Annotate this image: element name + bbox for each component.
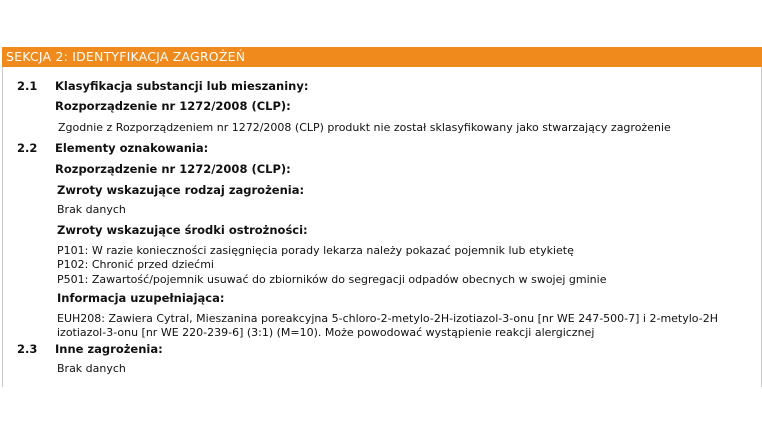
hazard-statements-text: Brak danych xyxy=(57,203,126,216)
precaution-p102: P102: Chronić przed dziećmi xyxy=(57,258,214,271)
other-hazards-text: Brak danych xyxy=(57,362,126,375)
regulation-label-2-1: Rozporządzenie nr 1272/2008 (CLP): xyxy=(55,99,291,113)
section-number-2-1: 2.1 xyxy=(17,79,38,93)
heading-classification: Klasyfikacja substancji lub mieszaniny: xyxy=(55,79,309,93)
heading-label-elements: Elementy oznakowania: xyxy=(55,141,209,155)
precaution-p501: P501: Zawartość/pojemnik usuwać do zbiorników do segregacji odpadów obecnych w swojej gminie xyxy=(57,273,607,286)
section-header: SEKCJA 2: IDENTYFIKACJA ZAGROŻEŃ xyxy=(2,47,762,67)
heading-other-hazards: Inne zagrożenia: xyxy=(55,342,163,356)
euh208-line-1: EUH208: Zawiera Cytral, Mieszanina poreakcyjna 5-chloro-2-metylo-2H-izotiazol-3-onu [nr WE 247-500-7] i 2-metylo-2H xyxy=(57,312,718,325)
precaution-statements-heading: Zwroty wskazujące środki ostrożności: xyxy=(57,223,308,237)
hazard-statements-heading: Zwroty wskazujące rodzaj zagrożenia: xyxy=(57,183,305,197)
section-number-2-3: 2.3 xyxy=(17,342,38,356)
section-number-2-2: 2.2 xyxy=(17,141,38,155)
supplementary-info-heading: Informacja uzupełniająca: xyxy=(57,291,225,305)
classification-text: Zgodnie z Rozporządzeniem nr 1272/2008 (CLP) produkt nie został sklasyfikowany jako stwarzający zagrożenie xyxy=(58,121,671,134)
precaution-p101: P101: W razie konieczności zasięgnięcia porady lekarza należy pokazać pojemnik lub etykietę xyxy=(57,244,574,257)
euh208-line-2: izotiazol-3-onu [nr WE 220-239-6] (3:1) (M=10). Może powodować wystąpienie reakcji alergicznej xyxy=(57,326,595,339)
regulation-label-2-2: Rozporządzenie nr 1272/2008 (CLP): xyxy=(55,162,291,176)
